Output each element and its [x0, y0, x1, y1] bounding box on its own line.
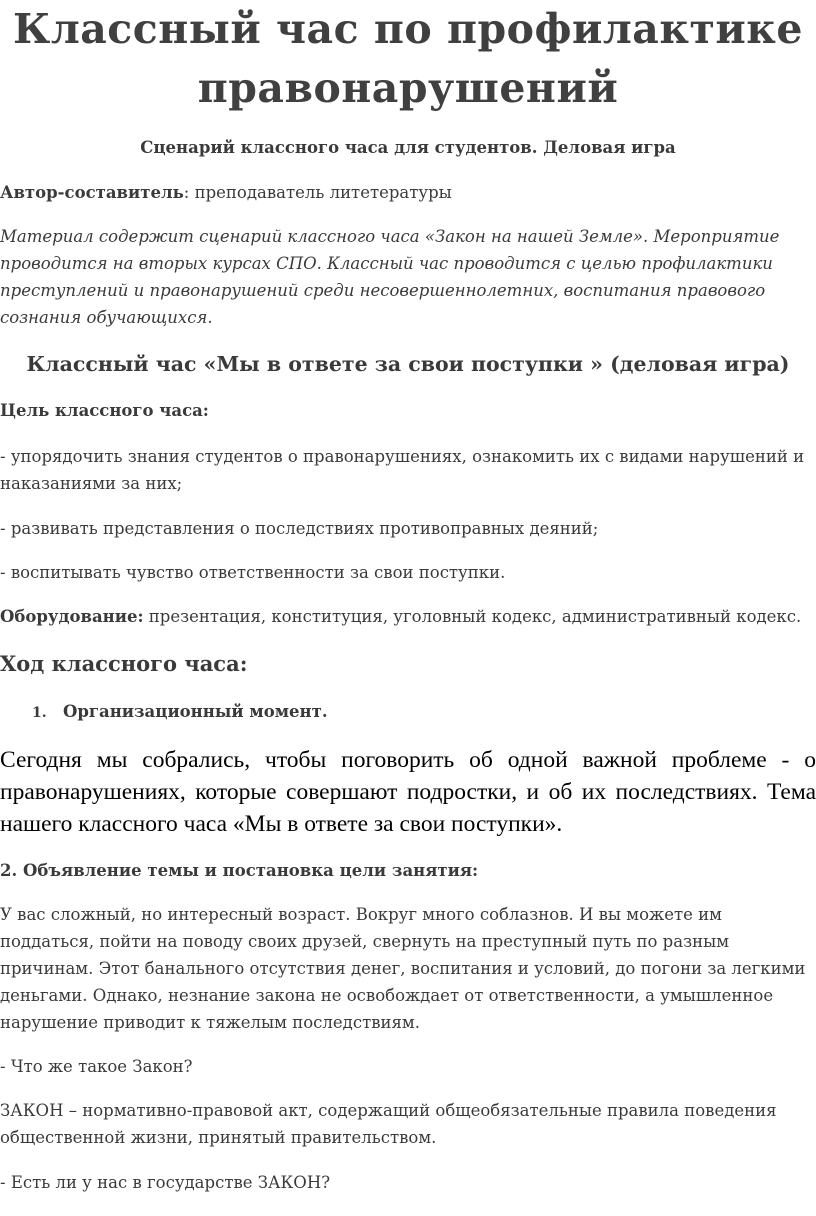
- goal-item: - развивать представления о последствиях противоправных деяний;: [0, 519, 599, 538]
- document-subtitle: Сценарий классного часа для студентов. Деловая игра: [140, 138, 676, 157]
- teacher-speech: [0, 744, 816, 840]
- speech-line: Сегодня мы собрались, чтобы поговорить об одной важной проблеме - о: [0, 747, 816, 773]
- section-heading: Классный час «Мы в ответе за свои поступки » (деловая игра): [26, 352, 790, 376]
- author-label: Автор-составитель: [0, 183, 184, 202]
- equipment-value: презентация, конституция, уголовный кодекс, административный кодекс.: [143, 607, 802, 626]
- question-line: - Есть ли у нас в государстве ЗАКОН?: [0, 1173, 331, 1192]
- course-heading: Ход классного часа:: [0, 651, 248, 676]
- list-item-label: Организационный момент.: [63, 702, 328, 721]
- equipment-label: Оборудование:: [0, 607, 144, 626]
- speech-line: правонарушениях, которые совершают подростки, и об их последствиях. Тема: [0, 779, 816, 805]
- step-2-label: 2. Объявление темы и постановка цели занятия:: [0, 861, 479, 880]
- list-item: [32, 700, 328, 725]
- goal-label: Цель классного часа:: [0, 401, 209, 420]
- author-line: [0, 179, 812, 206]
- goal-item: - воспитывать чувство ответственности за свои поступки.: [0, 563, 506, 582]
- intro-paragraph: Материал содержит сценарий классного часа «Закон на нашей Земле». Мероприятие проводится на вторых курсах СПО. Классный час проводится с целью профилактики преступлений и правонарушений среди несовершеннолетних, воспитания правового сознания обучающихся.: [0, 227, 780, 327]
- speech-line: нашего классного часа «Мы в ответе за свои поступки».: [0, 811, 563, 837]
- body-paragraph: У вас сложный, но интересный возраст. Вокруг много соблазнов. И вы можете им поддаться, пойти на поводу своих друзей, свернуть на преступный путь по разным причинам. Этот банального отсутствия денег, воспитания и условий, до погони за легкими деньгами. Однако, незнание закона не освобождает от ответственности, а умышленное нарушение приводит к тяжелым последствиям.: [0, 905, 806, 1032]
- goal-item: - упорядочить знания студентов о правонарушениях, ознакомить их с видами нарушений и наказаниями за них;: [0, 447, 805, 493]
- title-line-1: Классный час по профилактике: [13, 5, 803, 53]
- author-value: : преподаватель литетературы: [183, 183, 452, 202]
- document-title: [0, 0, 816, 118]
- list-item-number: 1.: [32, 705, 47, 721]
- equipment-line: [0, 603, 812, 630]
- question-line: - Что же такое Закон?: [0, 1057, 193, 1076]
- definition-paragraph: ЗАКОН – нормативно-правовой акт, содержащий общеобязательные правила поведения общественной жизни, принятый правительством.: [0, 1101, 777, 1147]
- title-line-2: правонарушений: [197, 64, 619, 112]
